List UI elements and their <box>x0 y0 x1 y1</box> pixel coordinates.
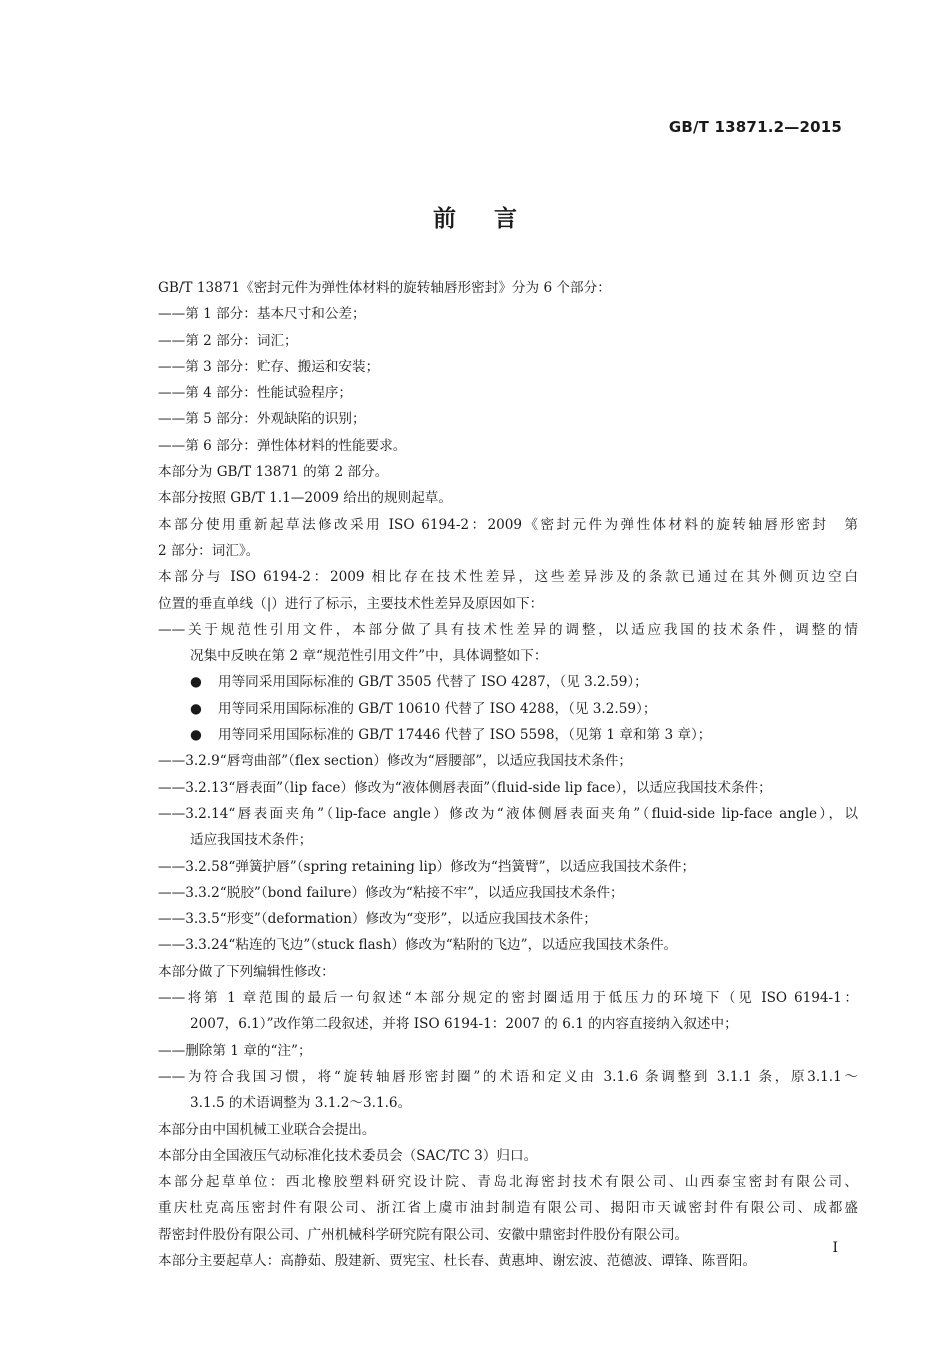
text-line: 本部分由全国液压气动标准化技术委员会（SAC/TC 3）归口。 <box>158 1147 538 1164</box>
text-line: ——为符合我国习惯，将“旋转轴唇形密封圈”的术语和定义由 3.1.6 条调整到 3.1.1 条，原3.1.1～ <box>158 1068 858 1085</box>
text-line: ——3.2.58“弹簧护唇”（spring retaining lip）修改为“挡簧臂”，以适应我国技术条件； <box>158 858 696 875</box>
text-line: 况集中反映在第 2 章“规范性引用文件”中，具体调整如下： <box>190 648 548 665</box>
bullet-item <box>158 696 858 722</box>
foreword-body <box>158 275 858 1274</box>
text-line: ——3.2.13“唇表面”（lip face）修改为“液体侧唇表面”（fluid-side lip face），以适应我国技术条件； <box>158 779 772 796</box>
text-line: ——第 4 部分：性能试验程序； <box>158 385 353 402</box>
bullet-text: 用等同采用国际标准的 GB/T 17446 代替了 ISO 5598，（见第 1 章和第 3 章）； <box>218 727 712 744</box>
standard-number: GB/T 13871.2—2015 <box>668 118 842 136</box>
text-line: ——第 3 部分：贮存、搬运和安装； <box>158 358 380 375</box>
text-line: ——第 5 部分：外观缺陷的识别； <box>158 411 366 428</box>
text-line: 本部分做了下列编辑性修改： <box>158 963 335 980</box>
text-line: 本部分与 ISO 6194-2：2009 相比存在技术性差异，这些差异涉及的条款已通过在其外侧页边空白 <box>158 569 858 586</box>
bullet-text: 用等同采用国际标准的 GB/T 3505 代替了 ISO 4287，（见 3.2.59）； <box>218 674 648 691</box>
bullet-icon: ● <box>190 674 202 691</box>
text-line: GB/T 13871《密封元件为弹性体材料的旋转轴唇形密封》分为 6 个部分： <box>158 280 611 296</box>
text-line: ——3.3.24“粘连的飞边”（stuck flash）修改为“粘附的飞边”，以适应我国技术条件。 <box>158 937 678 954</box>
text-line: ——关于规范性引用文件，本部分做了具有技术性差异的调整，以适应我国的技术条件，调整的情 <box>158 621 858 638</box>
text-line: 位置的垂直单线（|）进行了标示，主要技术性差异及原因如下： <box>158 595 544 612</box>
text-line: 帮密封件股份有限公司、广州机械科学研究院有限公司、安徽中鼎密封件股份有限公司。 <box>158 1226 689 1243</box>
bullet-icon: ● <box>190 727 202 744</box>
text-line: 本部分使用重新起草法修改采用 ISO 6194-2：2009《密封元件为弹性体材料的旋转轴唇形密封 第 <box>158 516 858 533</box>
text-line: 本部分按照 GB/T 1.1—2009 给出的规则起草。 <box>158 490 452 507</box>
text-line: 重庆杜克高压密封件有限公司、浙江省上虞市油封制造有限公司、揭阳市天诚密封件有限公司、成都盛 <box>158 1200 858 1217</box>
bullet-item <box>158 722 858 748</box>
text-line: 2 部分：词汇》。 <box>158 542 260 559</box>
text-line: 本部分由中国机械工业联合会提出。 <box>158 1121 376 1138</box>
text-line: 2007，6.1）”改作第二段叙述，并将 ISO 6194-1：2007 的 6.1 的内容直接纳入叙述中； <box>190 1016 738 1033</box>
text-line: 适应我国技术条件； <box>190 832 313 849</box>
text-line: 本部分起草单位：西北橡胶塑料研究设计院、青岛北海密封技术有限公司、山西泰宝密封有限公司、 <box>158 1174 858 1191</box>
text-line: 3.1.5 的术语调整为 3.1.2～3.1.6。 <box>190 1095 412 1112</box>
text-line: ——第 6 部分：弹性体材料的性能要求。 <box>158 437 407 454</box>
text-line: 本部分主要起草人：高静茹、殷建新、贾宪宝、杜长春、黄惠坤、谢宏波、范德波、谭锋、陈晋阳。 <box>158 1252 757 1269</box>
page-title: 前言 <box>433 206 555 232</box>
page-number: I <box>832 1240 838 1256</box>
text-line: ——3.3.2“脱胶”（bond failure）修改为“粘接不牢”，以适应我国技术条件； <box>158 884 624 901</box>
text-line: ——第 2 部分：词汇； <box>158 332 298 349</box>
bullet-icon: ● <box>190 700 202 717</box>
text-line: ——3.2.9“唇弯曲部”（flex section）修改为“唇腰部”，以适应我国技术条件； <box>158 753 632 770</box>
text-line: ——删除第 1 章的“注”； <box>158 1042 312 1059</box>
text-line: 本部分为 GB/T 13871 的第 2 部分。 <box>158 464 389 481</box>
bullet-text: 用等同采用国际标准的 GB/T 10610 代替了 ISO 4288，（见 3.2.59）； <box>218 700 657 717</box>
text-line: ——3.3.5“形变”（deformation）修改为“变形”，以适应我国技术条件； <box>158 911 597 928</box>
text-line: ——将第 1 章范围的最后一句叙述“本部分规定的密封圈适用于低压力的环境下（见 ISO 6194-1： <box>158 990 858 1007</box>
text-line: ——第 1 部分：基本尺寸和公差； <box>158 306 366 323</box>
bullet-item <box>158 669 858 695</box>
text-line: ——3.2.14“唇表面夹角”（lip-face angle）修改为“液体侧唇表面夹角”（fluid-side lip-face angle），以 <box>158 805 858 822</box>
